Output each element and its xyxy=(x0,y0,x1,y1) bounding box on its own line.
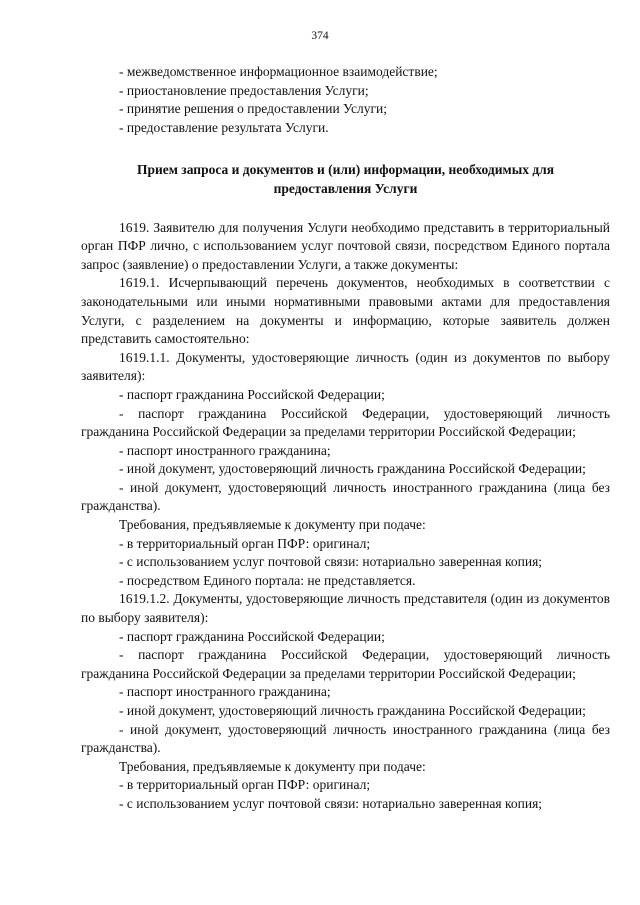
list-item: - паспорт иностранного гражданина; xyxy=(119,442,331,458)
page-number: 374 xyxy=(311,30,329,42)
paragraph: 1619.1.2. Документы, удостоверяющие личность представителя (один из документов по выбору заявителя): xyxy=(81,591,610,626)
list-item: - паспорт гражданина Российской Федерации; xyxy=(119,628,385,644)
list-item: - иной документ, удостоверяющий личность гражданина Российской Федерации; xyxy=(119,703,586,718)
stage-list-item: - предоставление результата Услуги. xyxy=(119,119,329,135)
list-item: - паспорт иностранного гражданина; xyxy=(119,684,331,700)
requirements-label: Требования, предъявляемые к документу при подаче: xyxy=(119,517,426,533)
list-item: - посредством Единого портала: не представляется. xyxy=(119,572,416,588)
list-item: - паспорт гражданина Российской Федерации, удостоверяющий личность гражданина Российской Федерации за пределами территории Российской Федерации; xyxy=(81,647,610,681)
paragraph: 1619.1.1. Документы, удостоверяющие личность (один из документов по выбору заявителя): xyxy=(81,349,610,384)
list-item: - в территориальный орган ПФР: оригинал; xyxy=(119,535,371,551)
list-item: - с использованием услуг почтовой связи: нотариально заверенная копия; xyxy=(119,795,543,811)
paragraph: 1619. Заявителю для получения Услуги необходимо представить в территориальный орган ПФР лично, с использованием услуг почтовой связи, посредством Единого портала запрос (заявление) о предоставлении Услуги, а также документы: xyxy=(81,219,610,272)
paragraph: 1619.1. Исчерпывающий перечень документов, необходимых в соответствии с законодательными или иными нормативными правовыми актами для предоставления Услуги, с разделением на документы и информацию, которые заявитель должен представить самостоятельно: xyxy=(81,275,610,347)
list-item: - иной документ, удостоверяющий личность иностранного гражданина (лица без гражданства). xyxy=(81,479,610,514)
document-body xyxy=(81,63,610,814)
list-item: - с использованием услуг почтовой связи: нотариально заверенная копия; xyxy=(119,554,543,570)
list-item: - иной документ, удостоверяющий личность иностранного гражданина (лица без гражданства). xyxy=(81,721,610,756)
requirements-label: Требования, предъявляемые к документу при подаче: xyxy=(119,758,426,774)
section-heading: Прием запроса и документов и (или) информации, необходимых для предоставления Услуги xyxy=(136,162,555,196)
list-item: - паспорт гражданина Российской Федерации, удостоверяющий личность гражданина Российской Федерации за пределами территории Российской Федерации; xyxy=(81,405,610,440)
stage-list-item: - приостановление предоставления Услуги; xyxy=(119,82,369,98)
list-item: - паспорт гражданина Российской Федерации; xyxy=(119,386,385,402)
stage-list-item: - межведомственное информационное взаимодействие; xyxy=(119,64,438,79)
list-item: - иной документ, удостоверяющий личность гражданина Российской Федерации; xyxy=(119,461,586,477)
stage-list-item: - принятие решения о предоставлении Услуги; xyxy=(119,101,387,117)
list-item: - в территориальный орган ПФР: оригинал; xyxy=(119,777,371,793)
